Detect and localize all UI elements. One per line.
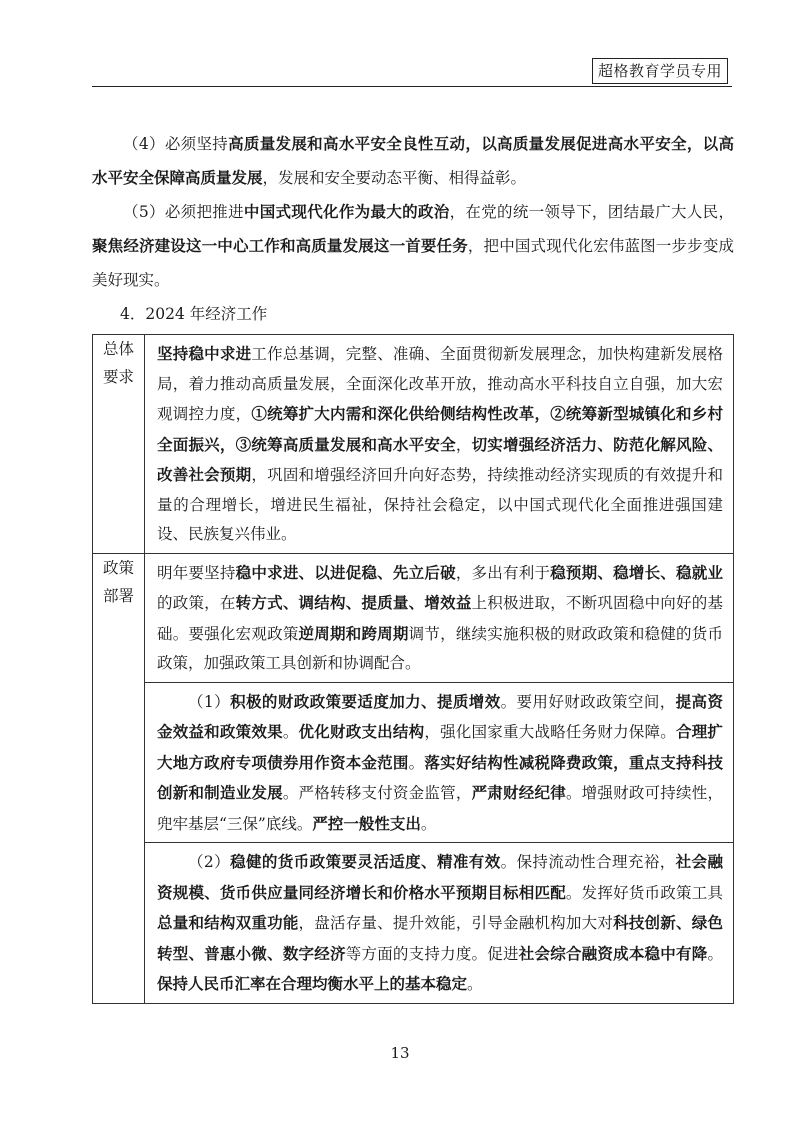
intro-d: 稳预期、稳增长、稳就业 (550, 562, 723, 582)
intro-b: 稳中求进、以进促稳、先立后破 (235, 562, 456, 582)
fiscal-b: 积极的财政政策要适度加力、提质增效 (230, 691, 501, 711)
fiscal-row (93, 682, 734, 843)
overall-t6: ，巩固和增强经济回升向好态势，持续推动经济实现质的有效提升和量的合理增长，增进民生福祉，保持社会稳定，以中国式现代化全面推进强国建设、民族复兴伟业。 (157, 466, 723, 543)
monetary-j: 社会综合融资成本稳中有降 (518, 943, 708, 963)
monetary-b: 稳健的货币政策要灵活适度、精准有效 (230, 852, 501, 871)
intro-g: 上积极进取，不断巩固稳中向好的基础。要强化宏观政策 (157, 594, 723, 643)
fiscal-e: 。 (282, 723, 299, 741)
monetary-l: 保持人民币汇率在合理均衡水平上的基本稳定 (157, 974, 468, 993)
monetary-d: 社会融资规模、货币供应量同经济增长和价格水平预期目标相匹配 (157, 852, 723, 902)
p4-text-a: （4）必须坚持 (123, 135, 229, 153)
overall-label-line1: 总体 (102, 340, 134, 358)
monetary-h: 科技创新、绿色转型、普惠小微、数字经济 (157, 913, 723, 963)
fiscal-k: 。严格转移支付资金监管， (282, 784, 472, 802)
monetary-c: 。保持流动性合理充裕， (500, 853, 676, 871)
monetary-i: 等方面的支持力度。促进 (345, 944, 519, 963)
fiscal-i: 。 (408, 753, 425, 772)
monetary-g: ，盘活存量、提升效能，引导金融机构加大对 (298, 914, 614, 932)
fiscal-o: 。 (420, 814, 437, 833)
fiscal-l: 严肃财经纪律 (471, 783, 566, 802)
policy-label-line2: 部署 (102, 586, 134, 605)
p5-text-d: 聚焦经济建设这一中心工作和高质量发展这一首要任务 (92, 236, 468, 255)
overall-t4: ， (455, 435, 472, 454)
p5-text-b: 中国式现代化作为最大的政治 (243, 202, 450, 221)
fiscal-d: 提高资金效益和政策效果 (157, 691, 723, 741)
fiscal-m: 。增强财政可持续性，兜牢基层“三保”底线。 (157, 784, 723, 833)
intro-c: ，多出有利于 (455, 563, 551, 582)
fiscal-c: 。要用好财政政策空间， (500, 692, 676, 711)
p5-text-c: ，在党的统一领导下，团结最广大人民， (449, 203, 734, 221)
policy-intro (145, 553, 734, 682)
fiscal-n: 严控一般性支出 (312, 813, 421, 833)
p4-text-c: ，发展和安全要动态平衡、相得益彰。 (262, 169, 527, 187)
fiscal-policy (145, 682, 734, 843)
fiscal-a: （1） (188, 692, 231, 711)
monetary-e: 。发挥好货币政策工具 (565, 883, 723, 902)
intro-f: 转方式、调结构、提质量、增效益 (235, 593, 472, 612)
monetary-row (93, 843, 734, 1004)
monetary-m: 。 (467, 975, 483, 993)
fiscal-g: ，强化国家重大战略任务财力保障。 (424, 723, 676, 741)
header-rule (92, 86, 732, 87)
fiscal-f: 优化财政支出结构 (298, 722, 425, 741)
policy-intro-row (93, 553, 734, 682)
paragraph-5 (92, 195, 734, 297)
policy-label-line1: 政策 (102, 558, 134, 577)
overall-t2: 工作总基调，完整、准确、全面贯彻新发展理念，加快构建新发展格局，着力推动高质量发展，全面深化改革开放，推动高水平科技自立自强，加大宏观调控力度， (157, 345, 723, 423)
intro-e: 的政策，在 (157, 594, 236, 612)
overall-label-line2: 要求 (102, 368, 134, 386)
intro-h: 逆周期和跨周期 (298, 623, 409, 643)
section-heading: 4．2024 年经济工作 (120, 305, 268, 323)
overall-label (93, 335, 145, 554)
page-number: 13 (390, 1044, 410, 1062)
p5-text-e: ，把中国式现代化宏伟蓝图一步步变成美好现实。 (92, 237, 734, 289)
overall-t3: ①统筹扩大内需和深化供给侧结构性改革，②统筹新型城镇化和乡村全面振兴，③统筹高质量发展和高水平安全 (157, 404, 723, 454)
monetary-policy (145, 843, 734, 1004)
overall-content (145, 335, 734, 554)
p4-text-b: 高质量发展和高水平安全良性互动，以高质量发展促进高水平安全，以高水平安全保障高质量发展 (92, 134, 734, 187)
intro-i: 调节，继续实施积极的财政政策和稳健的货币政策，加强政策工具创新和协调配合。 (157, 624, 723, 672)
fiscal-h: 合理扩大地方政府专项债券用作资本金范围 (157, 722, 723, 772)
p5-text-a: （5）必须把推进 (123, 203, 244, 221)
monetary-k: 。 (707, 944, 723, 963)
overall-t1: 坚持稳中求进 (157, 344, 252, 363)
economic-work-table (92, 334, 734, 1004)
header-tag: 超格教育学员专用 (592, 58, 728, 84)
fiscal-j: 落实好结构性减税降费政策，重点支持科技创新和制造业发展 (157, 752, 723, 802)
overall-t5: 切实增强经济活力、防范化解风险、改善社会预期 (157, 434, 723, 484)
intro-a: 明年要坚持 (157, 563, 236, 582)
paragraph-4 (92, 127, 734, 195)
overall-row (93, 335, 734, 554)
monetary-f: 总量和结构双重功能 (157, 913, 299, 932)
monetary-a: （2） (188, 853, 231, 871)
policy-label (93, 553, 145, 1003)
